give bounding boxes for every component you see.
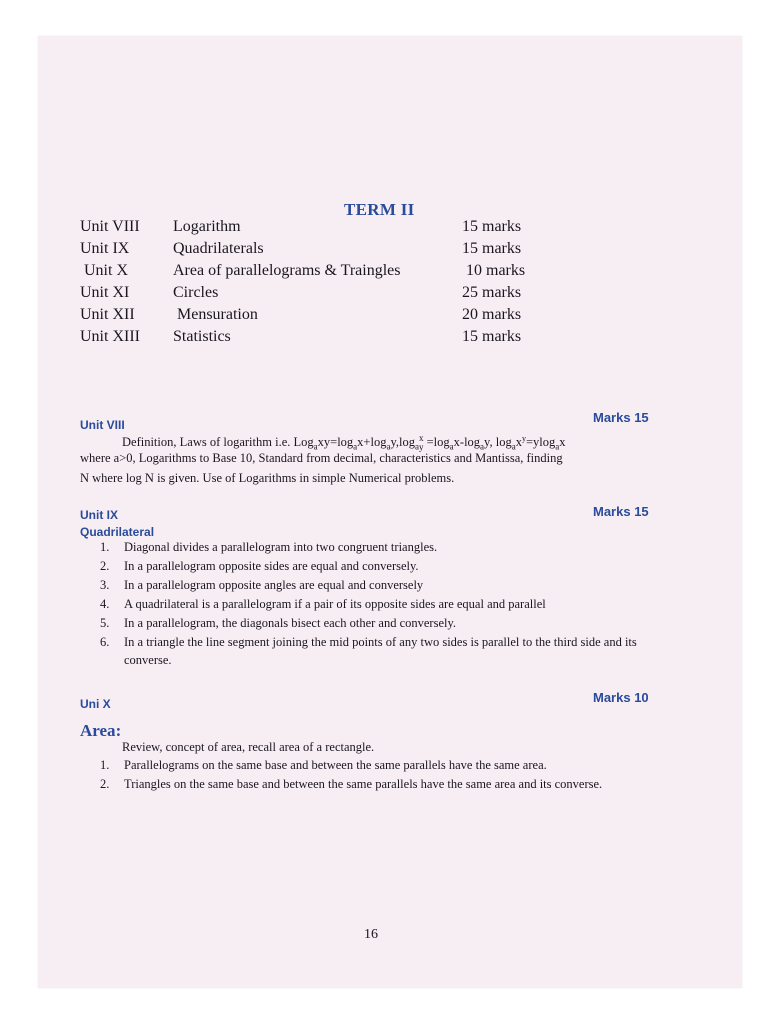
unit-topic: Circles (173, 284, 219, 301)
area-heading: Area: (80, 721, 122, 740)
list-item (100, 595, 680, 613)
list-number: 3. (100, 578, 110, 592)
list-text: In a parallelogram, the diagonals bisect each other and conversely. (124, 616, 457, 630)
unit-topic: Statistics (173, 328, 231, 345)
list-number: 2. (100, 777, 110, 791)
list-item (100, 557, 680, 575)
unit-topic: Logarithm (173, 218, 241, 235)
unit-label: Unit IX (80, 240, 130, 257)
unit10-heading: Uni X (80, 697, 111, 711)
unit-topic: Area of parallelograms & Traingles (173, 262, 401, 279)
list-text: Triangles on the same base and between the same parallels have the same area and its converse. (124, 777, 603, 791)
list-item (100, 576, 680, 594)
unit-label: Unit XI (80, 284, 130, 301)
unit-label: Unit VIII (80, 218, 140, 235)
unit-marks: 15 marks (462, 218, 522, 235)
list-text: Parallelograms on the same base and between the same parallels have the same area. (124, 758, 547, 772)
unit10-list (100, 756, 640, 794)
list-text: In a triangle the line segment joining the mid points of any two sides is parallel to the third side and its converse. (124, 635, 637, 667)
unit-marks: 20 marks (462, 306, 522, 323)
unit9-list (100, 538, 680, 670)
list-text: In a parallelogram opposite sides are equal and conversely. (124, 559, 419, 573)
page-number: 16 (364, 927, 378, 942)
unit8-def-intro: Definition, Laws of logarithm i.e. Log (122, 435, 314, 450)
list-number: 2. (100, 559, 110, 573)
list-number: 6. (100, 635, 110, 649)
unit-marks: 15 marks (462, 328, 522, 345)
unit10-marks: Marks 10 (593, 690, 649, 705)
unit-topic: Mensuration (177, 306, 258, 323)
list-item (100, 614, 680, 632)
list-item (100, 633, 680, 669)
unit9-heading: Unit IX (80, 508, 118, 522)
list-number: 5. (100, 616, 110, 630)
list-number: 1. (100, 540, 110, 554)
unit8-line2: where a>0, Logarithms to Base 10, Standard from decimal, characteristics and Mantissa, finding (80, 451, 563, 465)
unit-label: Unit XII (80, 306, 135, 323)
unit-topic: Quadrilaterals (173, 240, 264, 257)
unit9-subheading: Quadrilateral (80, 525, 155, 539)
list-text: In a parallelogram opposite angles are equal and conversely (124, 578, 424, 592)
unit-label: Unit X (84, 262, 128, 279)
unit9-marks: Marks 15 (593, 504, 649, 519)
term-title: TERM II (344, 200, 415, 219)
list-number: 4. (100, 597, 110, 611)
area-heading-text: Area (80, 721, 116, 740)
unit10-intro: Review, concept of area, recall area of a rectangle. (122, 740, 375, 754)
list-number: 1. (100, 758, 110, 772)
list-text: A quadrilateral is a parallelogram if a pair of its opposite sides are equal and parallel (124, 597, 546, 611)
list-item (100, 756, 640, 774)
unit-marks: 15 marks (462, 240, 522, 257)
unit8-definition: Definition, Laws of logarithm i.e. $Log_axy=\log_ax+\log_ay,\log_ax$ $y =\log_ax-\log_ay$, $\log_ax^y=ylog_ax$ (122, 433, 566, 453)
unit8-heading: Unit VIII (80, 418, 125, 432)
unit-marks: 10 marks (466, 262, 526, 279)
unit-marks: 25 marks (462, 284, 522, 301)
unit8-marks: Marks 15 (593, 410, 649, 425)
unit-label: Unit XIII (80, 328, 140, 345)
list-item (100, 775, 640, 793)
list-text: Diagonal divides a parallelogram into two congruent triangles. (124, 540, 438, 554)
unit8-line3: N where log N is given. Use of Logarithms in simple Numerical problems. (80, 471, 455, 485)
list-item (100, 538, 680, 556)
